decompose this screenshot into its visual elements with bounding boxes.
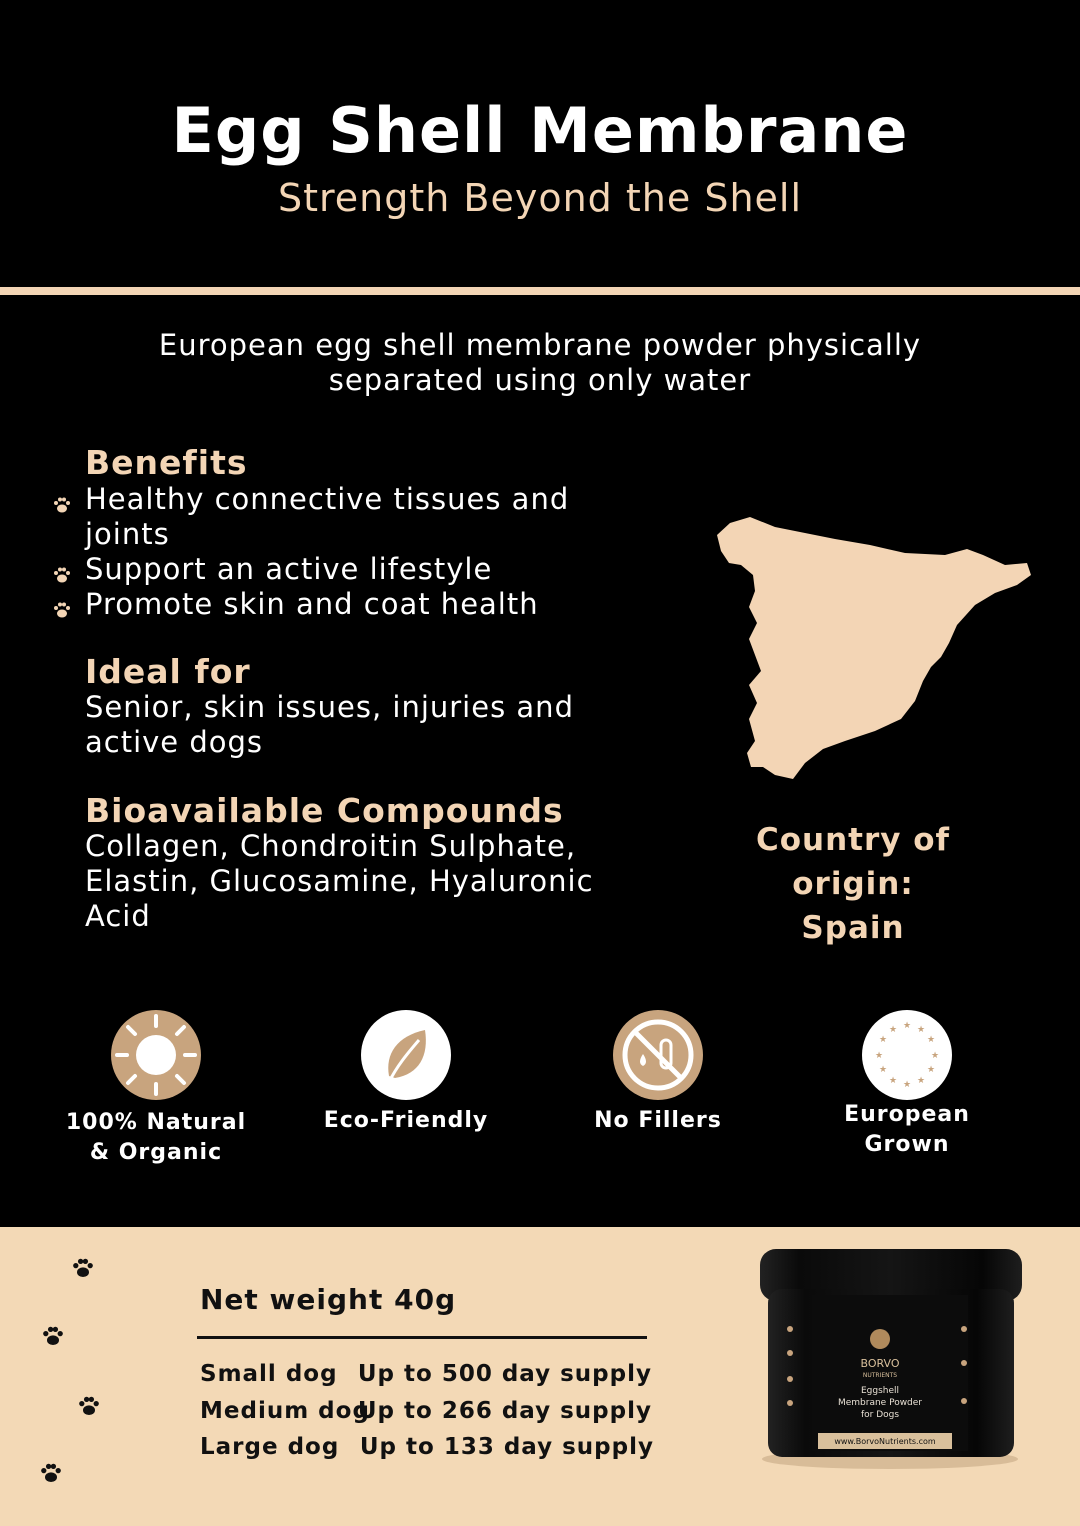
svg-text:★: ★ <box>878 1035 888 1045</box>
header-divider <box>0 287 1080 295</box>
ideal-for-line-1: Senior, skin issues, injuries and <box>85 690 574 724</box>
feature-natural <box>36 1010 276 1168</box>
feature-label-line-1: No Fillers <box>594 1108 722 1133</box>
svg-text:★: ★ <box>902 1021 912 1031</box>
svg-text:★: ★ <box>926 1065 936 1075</box>
header <box>0 0 1080 287</box>
feature-label-line-2: & Organic <box>89 1140 223 1165</box>
svg-text:★: ★ <box>926 1035 936 1045</box>
page-subtitle: Strength Beyond the Shell <box>277 176 803 220</box>
svg-text:★: ★ <box>930 1051 940 1061</box>
net-weight: Net weight 40g <box>200 1283 457 1316</box>
svg-text:★: ★ <box>878 1065 888 1075</box>
jar-url: www.BorvoNutrients.com <box>834 1437 936 1446</box>
leaf-icon <box>361 1010 451 1100</box>
product-jar-image <box>752 1245 1032 1479</box>
spain-map-icon <box>705 505 1035 789</box>
svg-text:★: ★ <box>874 1051 884 1061</box>
svg-text:★: ★ <box>916 1076 926 1086</box>
svg-text:★: ★ <box>888 1025 898 1035</box>
list-item <box>52 552 612 587</box>
feature-label <box>36 1108 276 1168</box>
compounds-line-3: Acid <box>85 899 151 933</box>
feature-label-line-1: Eco-Friendly <box>323 1108 489 1133</box>
origin-label <box>700 818 1006 950</box>
benefit-text: Support an active lifestyle <box>85 552 493 586</box>
origin-title: Country of origin: <box>755 822 951 902</box>
benefits-heading: Benefits <box>85 443 248 482</box>
benefits-list <box>52 482 612 622</box>
ideal-for-text <box>85 690 574 760</box>
jar-product-line-3: for Dogs <box>860 1410 900 1420</box>
page-title: Egg Shell Membrane <box>171 94 909 167</box>
jar-brand-sub: NUTRIENTS <box>862 1372 898 1379</box>
no-fillers-icon <box>613 1010 703 1100</box>
supply-amount: Up to 133 day supply <box>359 1434 654 1460</box>
sun-icon <box>111 1010 201 1100</box>
eu-stars-icon <box>862 1010 952 1100</box>
feature-label <box>286 1106 526 1136</box>
paw-icon <box>38 1461 64 1489</box>
intro-line-1: European egg shell membrane powder physically <box>158 328 922 362</box>
benefit-text: Promote skin and coat health <box>85 587 539 621</box>
feature-label-line-2: Grown <box>864 1132 950 1157</box>
paw-icon <box>76 1394 102 1422</box>
feature-label-line-1: 100% Natural <box>65 1110 247 1135</box>
intro-text <box>100 328 980 398</box>
compounds-line-1: Collagen, Chondroitin Sulphate, <box>85 829 577 863</box>
svg-text:★: ★ <box>888 1076 898 1086</box>
svg-text:★: ★ <box>902 1080 912 1090</box>
paw-icon <box>40 1324 66 1352</box>
compounds-line-2: Elastin, Glucosamine, Hyaluronic <box>85 864 594 898</box>
svg-text:★: ★ <box>916 1025 926 1035</box>
dog-size: Small dog <box>200 1361 338 1387</box>
net-weight-rule <box>197 1336 647 1339</box>
intro-line-2: separated using only water <box>328 363 752 397</box>
compounds-text <box>85 829 594 934</box>
benefit-text: Healthy connective tissues and joints <box>85 482 570 551</box>
list-item <box>52 482 612 552</box>
dog-size: Large dog <box>200 1434 340 1460</box>
ideal-for-line-2: active dogs <box>85 725 264 759</box>
feature-label <box>538 1106 778 1136</box>
origin-country: Spain <box>801 910 905 946</box>
supply-amount: Up to 500 day supply <box>357 1361 652 1387</box>
paw-icon <box>70 1256 96 1284</box>
list-item <box>52 587 612 622</box>
feature-label-line-1: European <box>844 1102 970 1127</box>
dog-size: Medium dog <box>200 1398 370 1424</box>
jar-product-line-2: Membrane Powder <box>837 1398 923 1408</box>
feature-european <box>787 1010 1027 1160</box>
jar-product-line-1: Eggshell <box>860 1386 900 1396</box>
feature-eco <box>286 1010 526 1136</box>
supply-amount: Up to 266 day supply <box>357 1398 652 1424</box>
compounds-heading: Bioavailable Compounds <box>85 791 564 830</box>
paw-bullet-icon <box>52 593 72 628</box>
paw-bullet-icon <box>52 488 72 523</box>
ideal-for-heading: Ideal for <box>85 652 251 691</box>
feature-label <box>787 1100 1027 1160</box>
feature-no-fillers <box>538 1010 778 1136</box>
jar-brand: BORVO <box>860 1357 900 1370</box>
